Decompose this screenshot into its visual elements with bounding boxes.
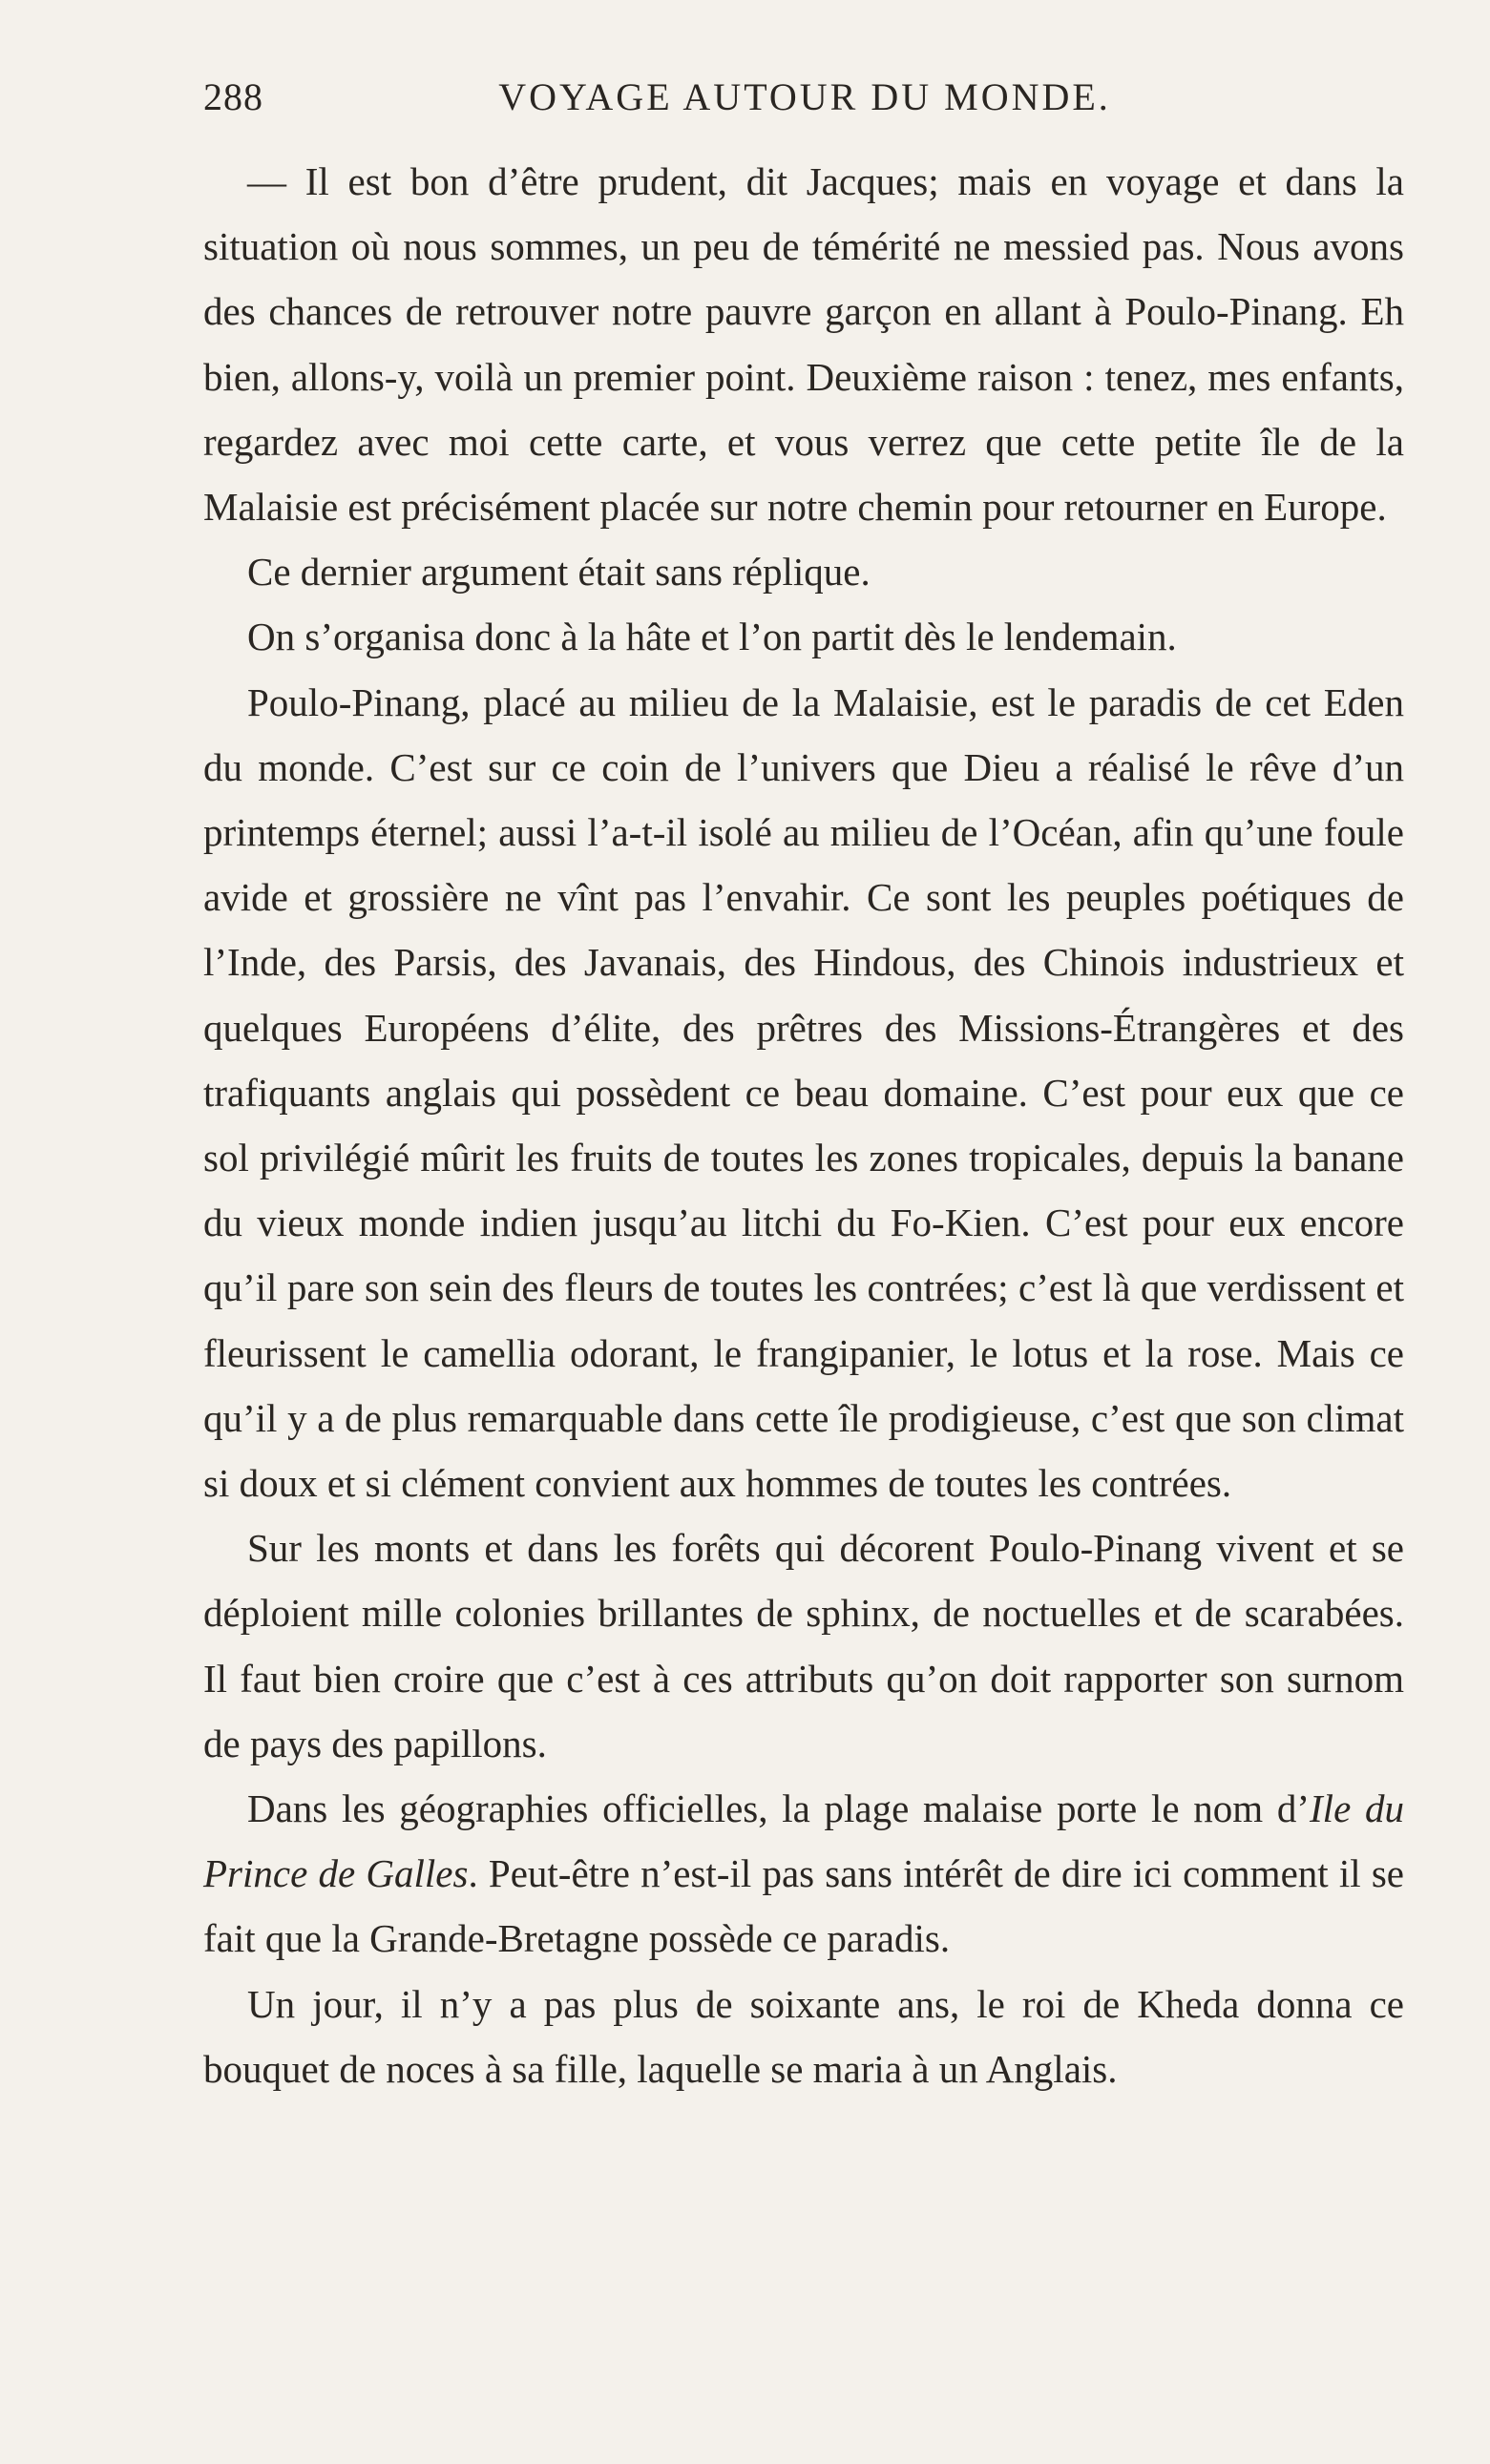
paragraph-wedding: Un jour, il n’y a pas plus de soixante ans, le roi de Kheda donna ce bouquet de noces à sa fille, laquelle se maria à un Anglais. (203, 1981, 1404, 2091)
page-header (203, 74, 1406, 132)
paragraph-butterflies: Sur les monts et dans les forêts qui décorent Poulo-Pinang vivent et se déploient mille colonies brillantes de sphinx, de noctuelles et de scarabées. Il faut bien croire que c’est à ces attributs qu’on doit rapporter son surnom de pays des papillons. (203, 1526, 1404, 1765)
island-name: Ile du Prince de Galles (203, 1786, 1404, 1896)
geography-text-after: . Peut-être n’est-il pas sans intérêt de dire ici comment il se fait que la Grande-Bretagne possède ce paradis. (203, 1851, 1405, 1961)
geography-text-before: Dans les géographies officielles, la plage malaise porte le nom d’ (247, 1786, 1311, 1831)
paragraph-argument: Ce dernier argument était sans réplique. (247, 550, 871, 595)
paragraph-description: Poulo-Pinang, placé au milieu de la Malaisie, est le paradis de cet Eden du monde. C’est sur ce coin de l’univers que Dieu a réalisé le rêve d’un printemps éternel; aussi l’a-t-il isolé au milieu de l’Océan, afin qu’une foule avide et grossière ne vînt pas l’envahir. Ce sont les peuples poétiques de l’Inde, des Parsis, des Javanais, des Hindous, des Chinois industrieux et quelques Européens d’élite, des prêtres des Missions-Étrangères et des trafiquants anglais qui possèdent ce beau domaine. C’est pour eux que ce sol privilégié mûrit les fruits de toutes les zones tropicales, depuis la banane du vieux monde indien jusqu’au litchi du Fo-Kien. C’est pour eux encore qu’il pare son sein des fleurs de toutes les contrées; c’est là que verdissent et fleurissent le camellia odorant, le frangipanier, le lotus et la rose. Mais ce qu’il y a de plus remarquable dans cette île prodigieuse, c’est que son climat si doux et si clément convient aux hommes de toutes les contrées. (203, 679, 1404, 1506)
page-number: 288 (203, 75, 263, 118)
paragraph-geography (203, 1776, 1404, 1972)
paragraph-departure: On s’organisa donc à la hâte et l’on partit dès le lendemain. (247, 615, 1177, 659)
paragraph-dialogue: — Il est bon d’être prudent, dit Jacques; mais en voyage et dans la situation où nous sommes, un peu de témérité ne messied pas. Nous avons des chances de retrouver notre pauvre garçon en allant à Poulo-Pinang. Eh bien, allons-y, voilà un premier point. Deuxième raison : tenez, mes enfants, regardez avec moi cette carte, et vous verrez que cette petite île de la Malaisie est précisément placée sur notre chemin pour retourner en Europe. (203, 159, 1404, 530)
running-title: VOYAGE AUTOUR DU MONDE. (498, 75, 1111, 118)
body-text (203, 149, 1404, 2101)
